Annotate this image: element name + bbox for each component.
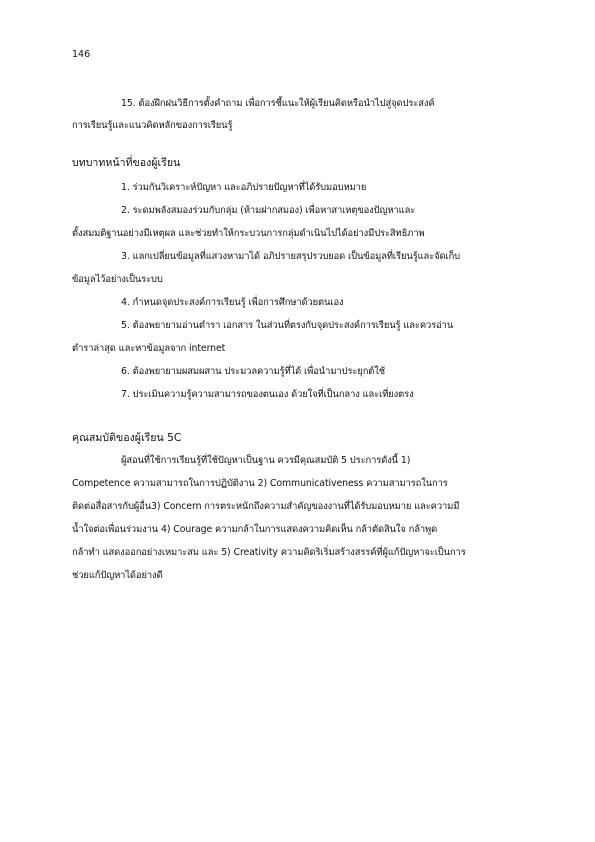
intro-line-2: การเรียนรู้และแนวคิดหลักของการเรียนรู้ (72, 120, 233, 131)
five-c-line-5: กล้าทำ แสดงออกอย่างเหมาะสม และ 5) Creativity ความคิดริเริ่มสร้างสรรค์ที่ผู้แก้ปัญหาจะเป็นการ (72, 547, 466, 558)
five-c-line-2: Competence ความสามารถในการปฏิบัติงาน 2) Communicativeness ความสามารถในการ (72, 478, 448, 489)
section-heading-learner-roles: บทบาทหน้าที่ของผู้เรียน (72, 157, 181, 169)
five-c-line-3: ติดต่อสื่อสารกับผู้อื่น3) Concern การตระหนักถึงความสำคัญของงานที่ได้รับมอบหมาย และความมี (72, 501, 460, 512)
learner-role-3: 3. แลกเปลี่ยนข้อมูลที่แสวงหามาได้ อภิปรายสรุปรวบยอด เป็นข้อมูลที่เรียนรู้และจัดเก็บ (121, 251, 461, 262)
learner-role-5: 5. ต้องพยายามอ่านตำรา เอกสาร ในส่วนที่ตรงกับจุดประสงค์การเรียนรู้ และควรอ่าน (121, 320, 454, 331)
five-c-line-6: ช่วยแก้ปัญหาได้อย่างดี (72, 570, 163, 581)
learner-role-2: 2. ระดมพลังสมองร่วมกับกลุ่ม (ห้ามฝากสมอง) เพื่อหาสาเหตุของปัญหาและ (121, 205, 416, 216)
learner-role-2-cont: ตั้งสมมติฐานอย่างมีเหตุผล และช่วยทำให้กระบวนการกลุ่มดำเนินไปได้อย่างมีประสิทธิภาพ (72, 228, 425, 239)
section-heading-5c: คุณสมบัติของผู้เรียน 5C (72, 432, 182, 444)
five-c-line-4: น้ำใจต่อเพื่อนร่วมงาน 4) Courage ความกล้าในการแสดงความคิดเห็น กล้าตัดสินใจ กล้าพูด (72, 524, 438, 535)
learner-role-7: 7. ประเมินความรู้ความสามารถของตนเอง ด้วยใจที่เป็นกลาง และเที่ยงตรง (121, 389, 414, 400)
learner-role-6: 6. ต้องพยายามผสมผสาน ประมวลความรู้ที่ได้ เพื่อนำมาประยุกต์ใช้ (121, 366, 385, 377)
learner-role-3-cont: ข้อมูลไว้อย่างเป็นระบบ (72, 274, 163, 285)
learner-role-5-cont: ตำราล่าสุด และหาข้อมูลจาก internet (72, 343, 226, 354)
intro-line-1: 15. ต้องฝึกฝนวิธีการตั้งคำถาม เพื่อการชี้แนะให้ผู้เรียนคิดหรือนำไปสู่จุดประสงค์ (121, 98, 435, 109)
learner-role-4: 4. กำหนดจุดประสงค์การเรียนรู้ เพื่อการศึกษาด้วยตนเอง (121, 297, 344, 308)
page-number: 146 (72, 49, 91, 60)
learner-role-1: 1. ร่วมกันวิเคราะห์ปัญหา และอภิปรายปัญหาที่ได้รับมอบหมาย (121, 182, 367, 193)
five-c-line-1: ผู้สอนที่ใช้การเรียนรู้ที่ใช้ปัญหาเป็นฐาน ควรมีคุณสมบัติ 5 ประการดังนี้ 1) (121, 455, 411, 466)
